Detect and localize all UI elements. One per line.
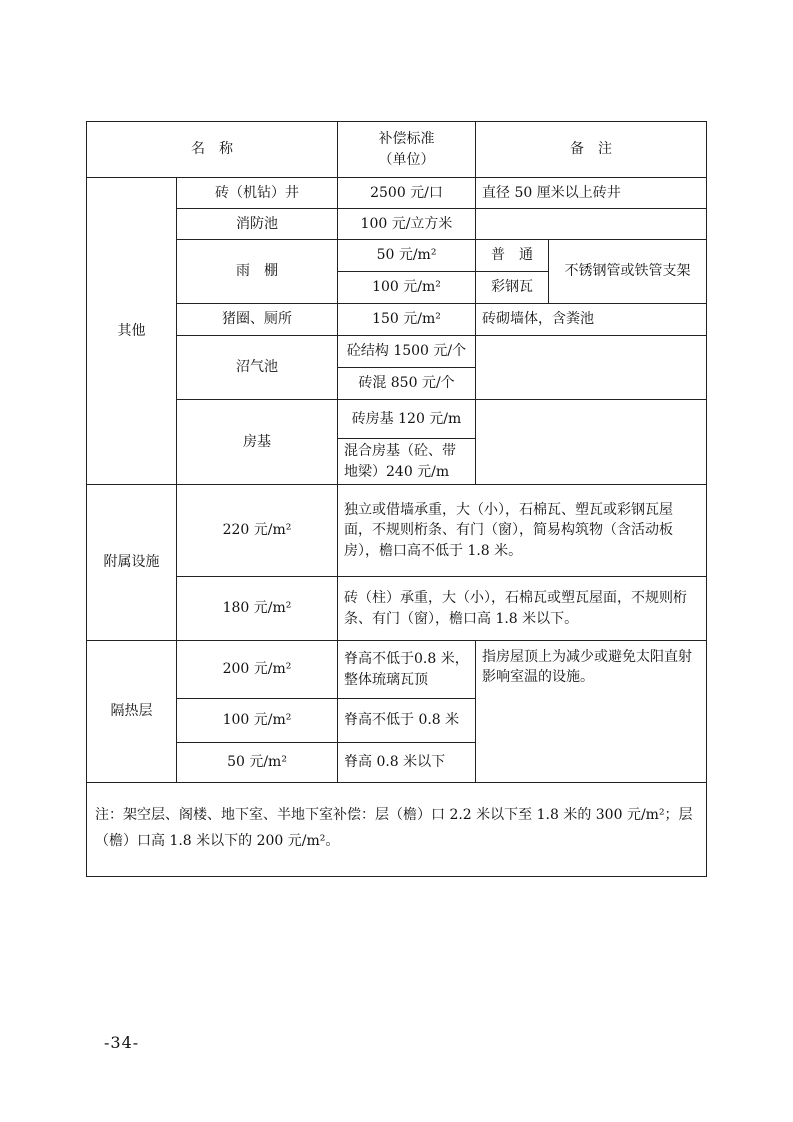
item-biogas-remark [476, 336, 707, 400]
category-other: 其他 [87, 178, 177, 485]
item-well-name: 砖（机钻）井 [177, 178, 338, 209]
compensation-table [86, 121, 707, 877]
item-canopy-remark: 不锈钢管或铁管支架 [549, 240, 707, 304]
item-fire-pool-remark [476, 209, 707, 240]
insulation-row1-standard: 200 元/m² [177, 641, 338, 699]
item-foundation-remark [476, 400, 707, 485]
item-pigsty-remark: 砖砌墙体，含粪池 [476, 304, 707, 336]
item-biogas-standard-2: 砖混 850 元/个 [338, 368, 476, 400]
attached-row2-remark: 砖（柱）承重，大（小），石棉瓦或塑瓦屋面，不规则桁条、有门（窗），檐口高 1.8 米以下。 [338, 577, 707, 641]
header-standard-unit: （单位） [378, 151, 435, 168]
item-pigsty-name: 猪圈、厕所 [177, 304, 338, 336]
table-note: 注：架空层、阁楼、地下室、半地下室补偿：层（檐）口 2.2 米以下至 1.8 米的 300 元/m²；层（檐）口高 1.8 米以下的 200 元/m²。 [87, 783, 707, 877]
item-foundation-standard-2: 混合房基（砼、带地梁）240 元/m [338, 439, 476, 485]
item-canopy-standard-2: 100 元/m² [338, 272, 476, 304]
item-well-remark: 直径 50 厘米以上砖井 [476, 178, 707, 209]
category-attached: 附属设施 [87, 485, 177, 641]
page-number: -34- [104, 1033, 140, 1052]
insulation-row3-condition: 脊高 0.8 米以下 [338, 743, 476, 783]
item-pigsty-standard: 150 元/m² [338, 304, 476, 336]
insulation-row2-standard: 100 元/m² [177, 699, 338, 743]
header-standard [338, 122, 476, 178]
header-remarks: 备 注 [476, 122, 707, 178]
attached-row1-remark: 独立或借墙承重，大（小），石棉瓦、塑瓦或彩钢瓦屋面，不规则桁条、有门（窗），简易构筑物（含活动板房），檐口高不低于 1.8 米。 [338, 485, 707, 577]
item-canopy-standard-1: 50 元/m² [338, 240, 476, 272]
insulation-row2-condition: 脊高不低于 0.8 米 [338, 699, 476, 743]
item-canopy-name: 雨 棚 [177, 240, 338, 304]
attached-row1-standard: 220 元/m² [177, 485, 338, 577]
item-biogas-name: 沼气池 [177, 336, 338, 400]
insulation-row3-standard: 50 元/m² [177, 743, 338, 783]
header-standard-label: 补偿标准 [378, 131, 435, 148]
item-fire-pool-name: 消防池 [177, 209, 338, 240]
item-canopy-type-2: 彩钢瓦 [476, 272, 549, 304]
item-fire-pool-standard: 100 元/立方米 [338, 209, 476, 240]
attached-row2-standard: 180 元/m² [177, 577, 338, 641]
item-biogas-standard-1: 砼结构 1500 元/个 [338, 336, 476, 368]
item-well-standard: 2500 元/口 [338, 178, 476, 209]
insulation-remark: 指房屋顶上为减少或避免太阳直射影响室温的设施。 [476, 641, 707, 783]
item-foundation-name: 房基 [177, 400, 338, 485]
item-foundation-standard-1: 砖房基 120 元/m [338, 400, 476, 439]
item-canopy-type-1: 普 通 [476, 240, 549, 272]
insulation-row1-condition: 脊高不低于0.8 米，整体琉璃瓦顶 [338, 641, 476, 699]
header-name: 名 称 [87, 122, 338, 178]
category-insulation: 隔热层 [87, 641, 177, 783]
